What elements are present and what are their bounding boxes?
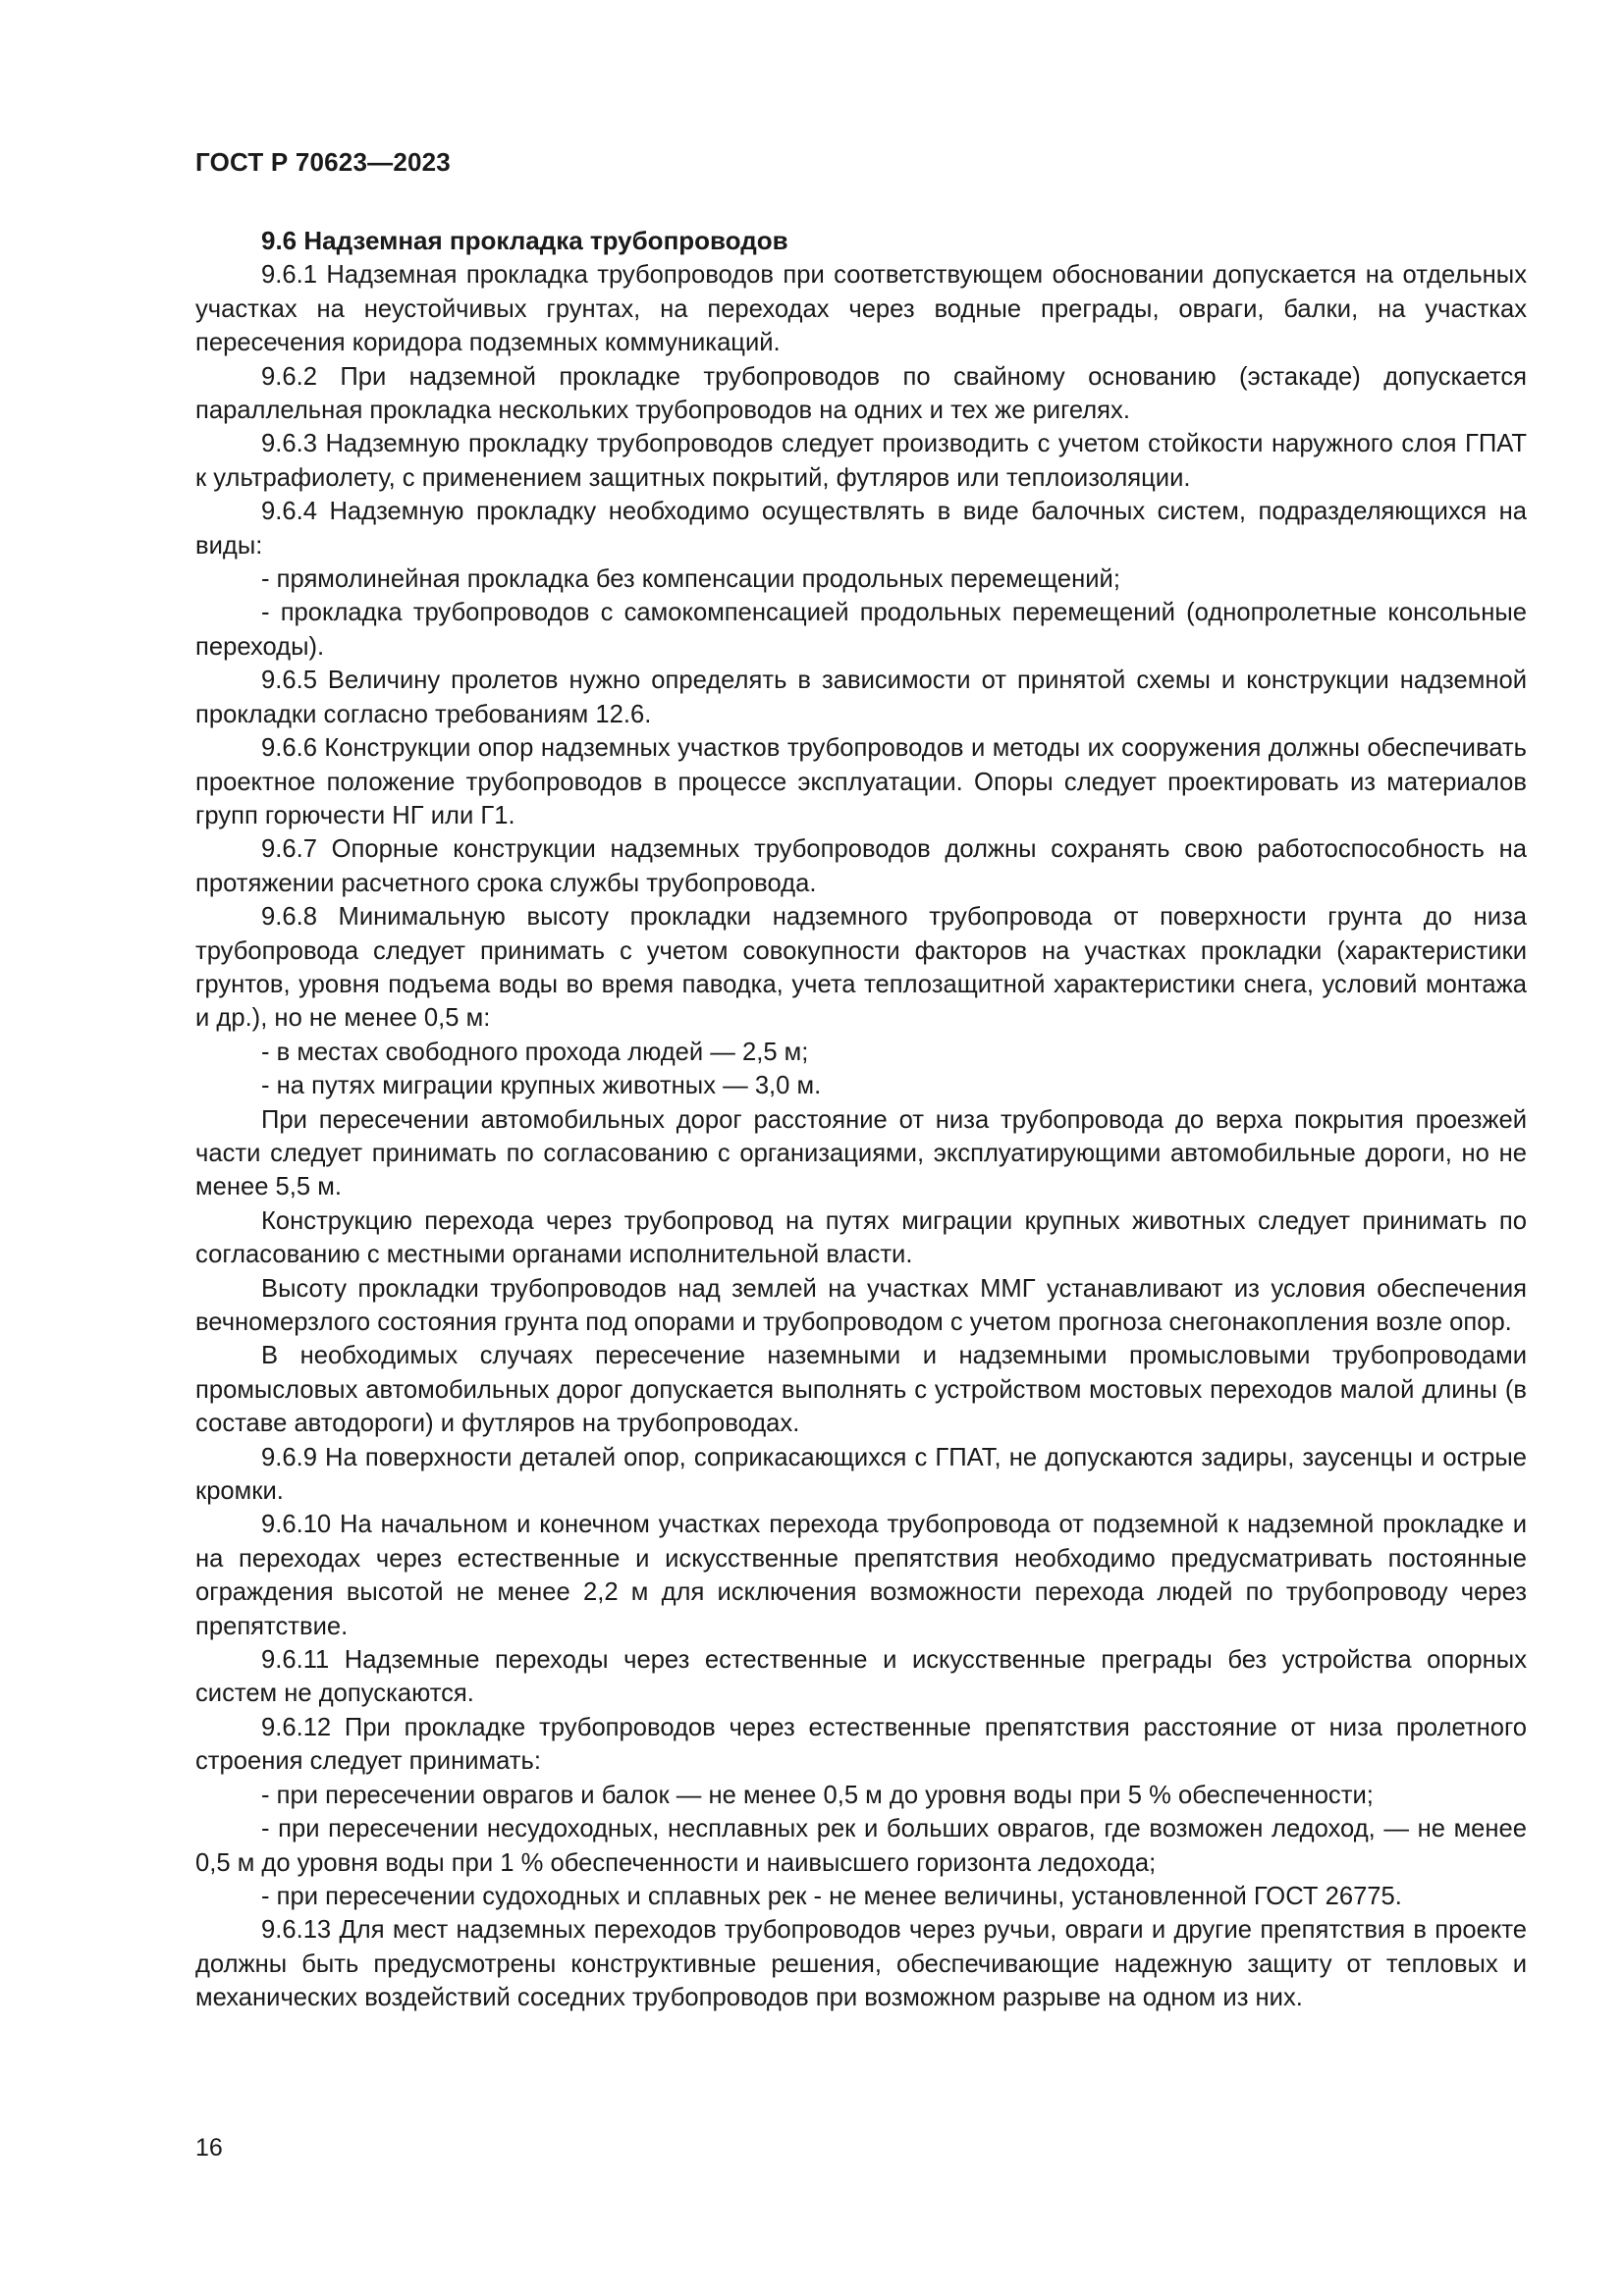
list-item: - в местах свободного прохода людей — 2,5 м;	[261, 1038, 809, 1066]
paragraph: В необходимых случаях пересечение наземными и надземными промысловыми трубопроводами промысловых автомобильных дорог допускается выполнять с устройством мостовых переходов малой длины (в составе автодороги) и футляров на трубопроводах.	[195, 1342, 1527, 1438]
paragraph: 9.6.11 Надземные переходы через естественные и искусственные преграды без устройства опорных систем не допускаются.	[195, 1646, 1527, 1708]
paragraph: 9.6.8 Минимальную высоту прокладки надземного трубопровода от поверхности грунта до низа трубопровода следует принимать с учетом совокупности факторов на участках прокладки (характеристики грунтов, уровня подъема воды во время паводка, учета теплозащитной характеристики снега, условий монтажа и др.), но не менее 0,5 м:	[195, 903, 1527, 1033]
paragraph: 9.6.5 Величину пролетов нужно определять в зависимости от принятой схемы и конструкции надземной прокладки согласно требованиям 12.6.	[195, 667, 1527, 728]
document-header: ГОСТ Р 70623—2023	[195, 147, 451, 177]
paragraph: 9.6.9 На поверхности деталей опор, соприкасающихся с ГПАТ, не допускаются задиры, заусенцы и острые кромки.	[195, 1443, 1527, 1506]
list-item: - прокладка трубопроводов с самокомпенсацией продольных перемещений (однопролетные консольные переходы).	[195, 599, 1527, 661]
list-item: - прямолинейная прокладка без компенсации продольных перемещений;	[261, 565, 1120, 594]
paragraph: 9.6.13 Для мест надземных переходов трубопроводов через ручьи, овраги и другие препятствия в проекте должны быть предусмотрены конструктивные решения, обеспечивающие надежную защиту от тепловых и механических воздействий соседних трубопроводов при возможном разрыве на одном из них.	[195, 1916, 1527, 2012]
paragraph: 9.6.2 При надземной прокладке трубопроводов по свайному основанию (эстакаде) допускается параллельная прокладка нескольких трубопроводов на одних и тех же ригелях.	[195, 362, 1527, 425]
section-body	[195, 224, 1527, 2015]
paragraph: При пересечении автомобильных дорог расстояние от низа трубопровода до верха покрытия проезжей части следует принимать по согласованию с организациями, эксплуатирующими автомобильные дороги, но не менее 5,5 м.	[195, 1105, 1527, 1201]
paragraph: 9.6.12 При прокладке трубопроводов через естественные препятствия расстояние от низа пролетного строения следует принимать:	[195, 1713, 1527, 1776]
paragraph: 9.6.6 Конструкции опор надземных участков трубопроводов и методы их сооружения должны обеспечивать проектное положение трубопроводов в процессе эксплуатации. Опоры следует проектировать из материалов групп горючести НГ или Г1.	[195, 734, 1527, 829]
paragraph: 9.6.1 Надземная прокладка трубопроводов при соответствующем обосновании допускается на отдельных участках на неустойчивых грунтах, на переходах через водные преграды, овраги, балки, на участках пересечения коридора подземных коммуникаций.	[195, 261, 1527, 357]
paragraph: 9.6.10 На начальном и конечном участках перехода трубопровода от подземной к надземной прокладке и на переходах через естественные и искусственные препятствия необходимо предусматривать постоянные ограждения высотой не менее 2,2 м для исключения возможности перехода людей по трубопроводу через препятствие.	[195, 1511, 1527, 1640]
paragraph: Конструкцию перехода через трубопровод на путях миграции крупных животных следует принимать по согласованию с местными органами исполнительной власти.	[195, 1206, 1527, 1269]
list-item: - при пересечении несудоходных, несплавных рек и больших оврагов, где возможен ледоход, — не менее 0,5 м до уровня воды при 1 % обеспеченности и наивысшего горизонта ледохода;	[195, 1815, 1527, 1877]
section-title: 9.6 Надземная прокладка трубопроводов	[261, 226, 788, 255]
paragraph: 9.6.3 Надземную прокладку трубопроводов следует производить с учетом стойкости наружного слоя ГПАТ к ультрафиолету, с применением защитных покрытий, футляров или теплоизоляции.	[195, 430, 1527, 492]
paragraph: Высоту прокладки трубопроводов над землей на участках ММГ устанавливают из условия обеспечения вечномерзлого состояния грунта под опорами и трубопроводом с учетом прогноза снегонакопления возле опор.	[195, 1274, 1527, 1336]
page-number: 16	[195, 2134, 223, 2162]
paragraph: 9.6.7 Опорные конструкции надземных трубопроводов должны сохранять свою работоспособность на протяжении расчетного срока службы трубопровода.	[195, 835, 1527, 897]
paragraph: 9.6.4 Надземную прокладку необходимо осуществлять в виде балочных систем, подразделяющихся на виды:	[195, 498, 1527, 560]
list-item: - при пересечении судоходных и сплавных рек - не менее величины, установленной ГОСТ 26775.	[261, 1882, 1402, 1910]
list-item: - на путях миграции крупных животных — 3,0 м.	[261, 1072, 822, 1100]
list-item: - при пересечении оврагов и балок — не менее 0,5 м до уровня воды при 5 % обеспеченности;	[261, 1781, 1374, 1809]
